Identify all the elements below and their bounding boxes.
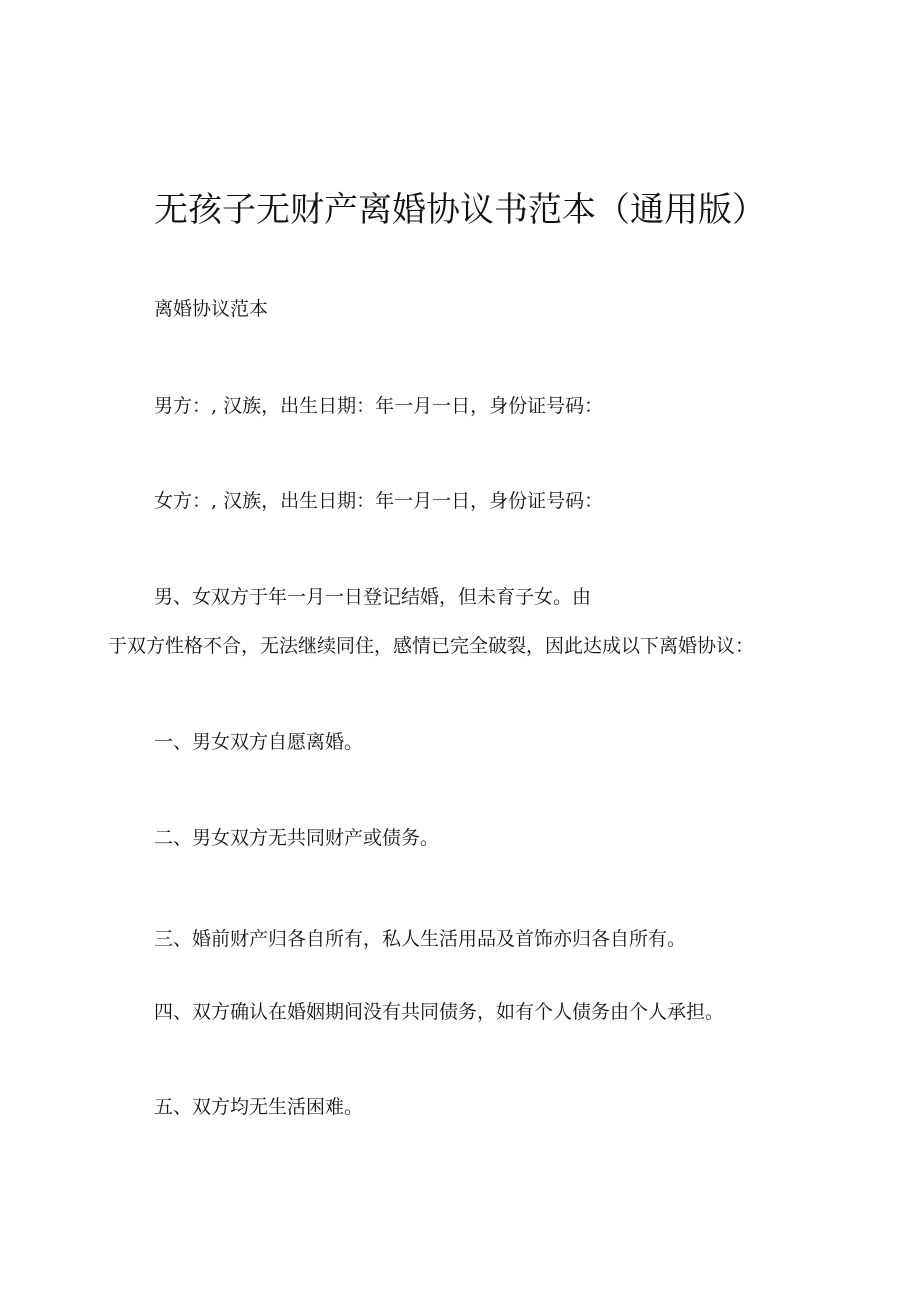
clause-3: 三、婚前财产归各自所有，私人生活用品及首饰亦归各自所有。 xyxy=(154,928,687,950)
clause-5: 五、双方均无生活困难。 xyxy=(154,1096,364,1118)
clause-4: 四、双方确认在婚姻期间没有共同债务，如有个人债务由个人承担。 xyxy=(154,1001,725,1023)
document-title: 无孩子无财产离婚协议书范本（通用版） xyxy=(154,190,766,230)
subheading: 离婚协议范本 xyxy=(154,298,269,320)
intro-paragraph-line-2: 于双方性格不合，无法继续同住，感情已完全破裂，因此达成以下离婚协议： xyxy=(108,635,755,657)
female-party-line: 女方：, 汉族，出生日期：年一月一日，身份证号码： xyxy=(154,490,604,512)
clause-2: 二、男女双方无共同财产或债务。 xyxy=(154,827,440,849)
intro-paragraph-line-1: 男、女双方于年一月一日登记结婚，但未育子女。由 xyxy=(154,586,592,608)
male-party-line: 男方：, 汉族，出生日期：年一月一日，身份证号码： xyxy=(154,395,604,417)
clause-1: 一、男女双方自愿离婚。 xyxy=(154,731,364,753)
